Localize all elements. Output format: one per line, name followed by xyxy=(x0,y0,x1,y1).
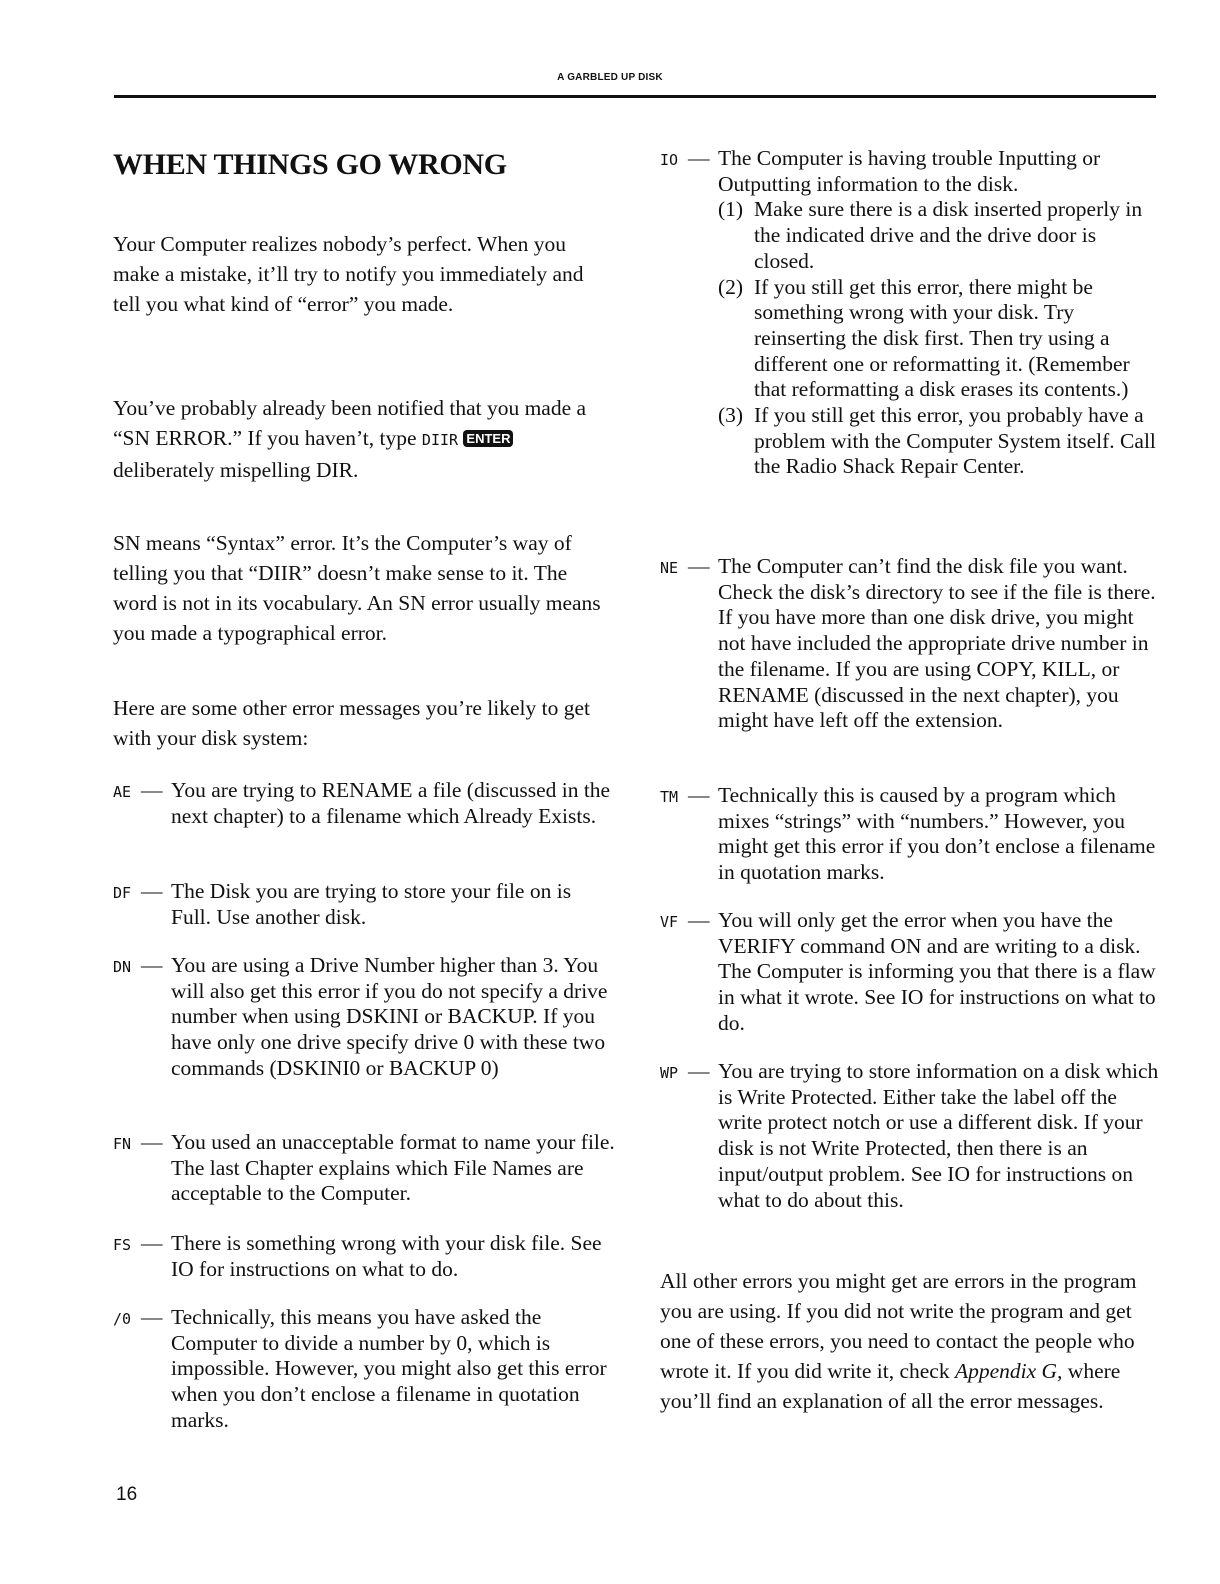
em-dash: — xyxy=(688,908,710,932)
error-entry-ne xyxy=(660,554,1160,734)
enter-key-icon: ENTER xyxy=(463,430,513,447)
running-head: A GARBLED UP DISK xyxy=(557,72,663,83)
error-description: The Computer is having trouble Inputting or Outputting information to the disk. xyxy=(718,146,1101,196)
intro-paragraph-3: SN means “Syntax” error. It’s the Computer’s way of telling you that “DIIR” doesn’t make sense to it. The word is not in its vocabulary. An SN error usually means you made a typographical error. xyxy=(113,531,601,645)
io-step-2 xyxy=(718,275,1160,404)
em-dash: — xyxy=(688,554,710,578)
error-description: The Computer can’t find the disk file you want. Check the disk’s directory to see if the file is there. If you have more than one disk drive, you might not have included the appropriate drive number in the filename. If you are using COPY, KILL, or RENAME (discussed in the next chapter), you might have left off the extension. xyxy=(718,554,1156,733)
error-entry-io xyxy=(660,146,1160,480)
error-description: You are trying to store information on a disk which is Write Protected. Either take the label off the write protect notch or use a different disk. If your disk is not Write Protected, then there is an input/output problem. See IO for instructions on what to do about this. xyxy=(718,1059,1159,1212)
intro-paragraph-4: Here are some other error messages you’re likely to get with your disk system: xyxy=(113,696,590,750)
error-description: You will only get the error when you have the VERIFY command ON and are writing to a disk. The Computer is informing you that there is a flaw in what it wrote. See IO for instructions on what to do. xyxy=(718,908,1156,1035)
io-step-1 xyxy=(718,197,1160,274)
io-step-3 xyxy=(718,403,1160,480)
error-description: You are trying to RENAME a file (discussed in the next chapter) to a filename which Already Exists. xyxy=(171,778,611,828)
error-entry-vf xyxy=(660,908,1160,1037)
step-text: Make sure there is a disk inserted properly in the indicated drive and the drive door is closed. xyxy=(754,197,1143,273)
error-description: Technically this is caused by a program which mixes “strings” with “numbers.” However, you might get this error if you don’t enclose a filename in quotation marks. xyxy=(718,783,1156,885)
page-title: WHEN THINGS GO WRONG xyxy=(113,148,507,181)
closing-text-end: where you’ll find an explanation of all the error messages. xyxy=(660,1359,1121,1413)
command-diir: DIIR xyxy=(421,431,459,449)
error-code: DN xyxy=(113,958,132,976)
error-code: WP xyxy=(660,1064,679,1082)
io-steps xyxy=(718,197,1160,480)
error-entry-tm xyxy=(660,783,1160,886)
error-description: There is something wrong with your disk file. See IO for instructions on what to do. xyxy=(171,1231,602,1281)
error-code: /0 xyxy=(113,1310,132,1328)
step-text: If you still get this error, there might be something wrong with your disk. Try reinserting the disk first. Then try using a different one or reformatting it. (Remember that reformatting a disk erases its contents.) xyxy=(754,274,1130,402)
em-dash: — xyxy=(141,1130,163,1154)
error-description: Technically, this means you have asked the Computer to divide a number by 0, which is impossible. However, you might also get this error when you don’t enclose a filename in quotation marks. xyxy=(171,1305,607,1432)
error-code: TM xyxy=(660,788,679,806)
error-code: FS xyxy=(113,1236,132,1254)
intro-paragraph-1: Your Computer realizes nobody’s perfect. When you make a mistake, it’ll try to notify you immediately and tell you what kind of “error” you made. xyxy=(113,232,584,316)
appendix-reference: Appendix G, xyxy=(954,1359,1063,1383)
error-entry-fs xyxy=(113,1231,615,1282)
intro-p2-text-end: deliberately mispelling DIR. xyxy=(113,458,359,482)
error-entry-df xyxy=(113,879,615,930)
intro-p2-text: You’ve probably already been notified that you made a “SN ERROR.” If you haven’t, type xyxy=(113,396,587,450)
error-code: IO xyxy=(660,151,679,169)
error-description: The Disk you are trying to store your file on is Full. Use another disk. xyxy=(171,879,572,929)
error-code: NE xyxy=(660,559,679,577)
error-description: You used an unacceptable format to name your file. The last Chapter explains which File Names are acceptable to the Computer. xyxy=(171,1130,615,1206)
error-entry-ae xyxy=(113,778,615,829)
step-number: (1) xyxy=(718,197,744,222)
error-code: AE xyxy=(113,783,132,801)
error-entry-div-by-zero xyxy=(113,1305,615,1434)
em-dash: — xyxy=(688,146,710,170)
page-number: 16 xyxy=(116,1484,138,1505)
closing-paragraph xyxy=(660,1266,1160,1416)
em-dash: — xyxy=(141,879,163,903)
step-text: If you still get this error, you probably have a problem with the Computer System itself. Call the Radio Shack Repair Center. xyxy=(754,403,1156,479)
intro-paragraph-2 xyxy=(113,393,615,485)
error-entry-dn xyxy=(113,953,615,1082)
em-dash: — xyxy=(688,1059,710,1083)
error-entry-fn xyxy=(113,1130,615,1207)
error-code: FN xyxy=(113,1135,132,1153)
em-dash: — xyxy=(141,778,163,802)
error-description: You are using a Drive Number higher than 3. You will also get this error if you do not specify a drive number when using DSKINI or BACKUP. If you have only one drive specify drive 0 with these two commands (DSKINI0 or BACKUP 0) xyxy=(171,953,608,1080)
error-code: DF xyxy=(113,884,132,902)
em-dash: — xyxy=(141,953,163,977)
step-number: (2) xyxy=(718,274,744,299)
em-dash: — xyxy=(141,1305,163,1329)
error-entry-wp xyxy=(660,1059,1160,1213)
em-dash: — xyxy=(688,783,710,807)
step-number: (3) xyxy=(718,403,744,428)
error-code: VF xyxy=(660,913,679,931)
header-rule xyxy=(114,95,1156,98)
em-dash: — xyxy=(141,1231,163,1255)
closing-text: All other errors you might get are errors in the program you are using. If you did not write the program and get one of these errors, you need to contact the people who wrote it. If you did write it, check xyxy=(660,1269,1137,1383)
